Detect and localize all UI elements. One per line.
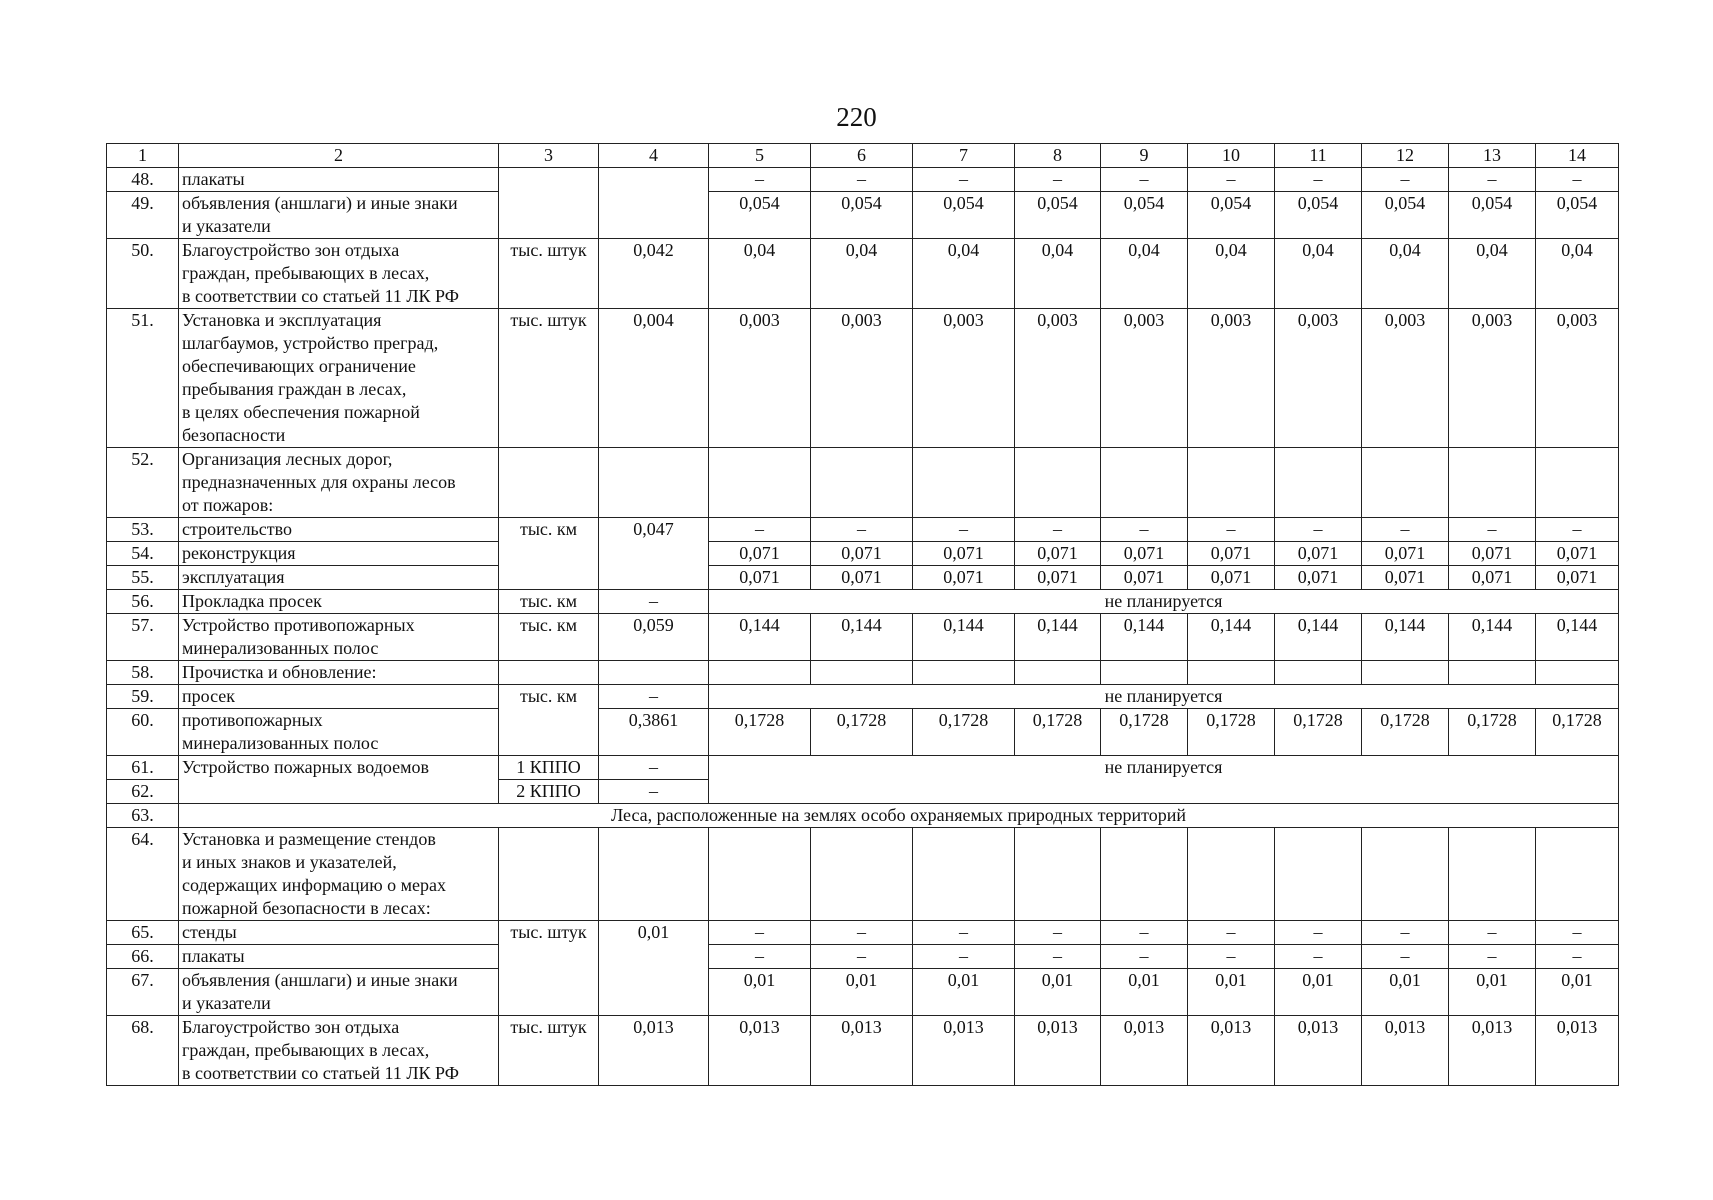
value-cell: 0,054 [913, 192, 1015, 239]
row-number: 49. [107, 192, 179, 239]
value-cell: 0,013 [1536, 1016, 1619, 1086]
unit-cell: тыс. штук [499, 921, 599, 1016]
unit-cell [499, 168, 599, 239]
value-cell: 0,003 [1536, 309, 1619, 448]
value-cell: 0,1728 [1536, 709, 1619, 756]
unit-cell [499, 828, 599, 921]
value-cell: – [1275, 921, 1362, 945]
not-planned-cell: не планируется [709, 685, 1619, 709]
row-name [179, 614, 499, 661]
table-row [107, 969, 1619, 1016]
unit-cell: тыс. км [499, 685, 599, 756]
value-cell: 0,1728 [1188, 709, 1275, 756]
row-name-line: в целях обеспечения пожарной [182, 402, 420, 422]
header-cell: 6 [811, 144, 913, 168]
value-cell: 0,013 [811, 1016, 913, 1086]
section-title: Леса, расположенные на землях особо охраняемых природных территорий [179, 804, 1619, 828]
row-number: 53. [107, 518, 179, 542]
value-cell: 0,04 [811, 239, 913, 309]
value-cell: 0,071 [1536, 566, 1619, 590]
col4-cell: – [599, 685, 709, 709]
value-cell: – [1101, 921, 1188, 945]
col4-cell [599, 661, 709, 685]
row-name-line: безопасности [182, 425, 286, 445]
header-cell: 3 [499, 144, 599, 168]
col4-cell: – [599, 780, 709, 804]
value-cell: 0,013 [1362, 1016, 1449, 1086]
row-name-line: от пожаров: [182, 495, 274, 515]
value-cell: 0,01 [1449, 969, 1536, 1016]
value-cell: 0,071 [1275, 566, 1362, 590]
value-cell: 0,071 [1015, 542, 1101, 566]
not-planned-cell: не планируется [709, 756, 1619, 804]
value-cell: – [1188, 921, 1275, 945]
value-cell [1449, 661, 1536, 685]
value-cell: 0,003 [913, 309, 1015, 448]
row-name: плакаты [179, 945, 499, 969]
value-cell [709, 828, 811, 921]
value-cell: 0,144 [811, 614, 913, 661]
header-cell: 11 [1275, 144, 1362, 168]
row-name: Прокладка просек [179, 590, 499, 614]
value-cell: – [1449, 168, 1536, 192]
value-cell: 0,01 [1275, 969, 1362, 1016]
row-name-line: предназначенных для охраны лесов [182, 472, 456, 492]
row-name-line: Благоустройство зон отдыха [182, 1017, 400, 1037]
value-cell: 0,054 [1188, 192, 1275, 239]
unit-cell: тыс. км [499, 614, 599, 661]
col4-cell: 0,042 [599, 239, 709, 309]
value-cell: – [1101, 168, 1188, 192]
value-cell: 0,01 [1362, 969, 1449, 1016]
value-cell: 0,01 [1536, 969, 1619, 1016]
value-cell [1362, 828, 1449, 921]
header-cell: 14 [1536, 144, 1619, 168]
table-row [107, 661, 1619, 685]
value-cell: 0,01 [1188, 969, 1275, 1016]
value-cell: 0,144 [1362, 614, 1449, 661]
row-number: 48. [107, 168, 179, 192]
value-cell: 0,04 [1275, 239, 1362, 309]
value-cell: – [811, 168, 913, 192]
table-row [107, 168, 1619, 192]
header-cell: 10 [1188, 144, 1275, 168]
row-name [179, 969, 499, 1016]
header-cell: 9 [1101, 144, 1188, 168]
value-cell: 0,013 [913, 1016, 1015, 1086]
value-cell [1188, 661, 1275, 685]
header-cell: 8 [1015, 144, 1101, 168]
value-cell: – [1101, 945, 1188, 969]
value-cell: 0,1728 [811, 709, 913, 756]
row-name-line: шлагбаумов, устройство преград, [182, 333, 439, 353]
row-name: Прочистка и обновление: [179, 661, 499, 685]
row-name: реконструкция [179, 542, 499, 566]
table-row [107, 542, 1619, 566]
header-cell: 12 [1362, 144, 1449, 168]
value-cell: 0,1728 [1101, 709, 1188, 756]
row-number: 60. [107, 709, 179, 756]
value-cell: – [1015, 945, 1101, 969]
value-cell [1536, 448, 1619, 518]
value-cell: 0,144 [1449, 614, 1536, 661]
col4-cell: 0,013 [599, 1016, 709, 1086]
row-name-line: объявления (аншлаги) и иные знаки [182, 970, 458, 990]
table-row [107, 448, 1619, 518]
value-cell: 0,144 [1275, 614, 1362, 661]
value-cell: – [811, 518, 913, 542]
value-cell: 0,003 [811, 309, 913, 448]
row-name-line: граждан, пребывающих в лесах, [182, 263, 430, 283]
table-row [107, 709, 1619, 756]
value-cell: 0,01 [1015, 969, 1101, 1016]
row-name: стенды [179, 921, 499, 945]
value-cell: 0,071 [1536, 542, 1619, 566]
row-name-line: противопожарных [182, 710, 323, 730]
value-cell: – [1275, 945, 1362, 969]
row-number: 68. [107, 1016, 179, 1086]
row-name: строительство [179, 518, 499, 542]
header-cell: 2 [179, 144, 499, 168]
table-row [107, 614, 1619, 661]
value-cell [811, 448, 913, 518]
unit-cell: тыс. км [499, 590, 599, 614]
value-cell: 0,054 [1536, 192, 1619, 239]
row-name: просек [179, 685, 499, 709]
row-number: 67. [107, 969, 179, 1016]
table-row [107, 828, 1619, 921]
value-cell: 0,003 [1015, 309, 1101, 448]
value-cell: – [811, 921, 913, 945]
value-cell: 0,013 [1188, 1016, 1275, 1086]
value-cell: 0,003 [1362, 309, 1449, 448]
table-row [107, 804, 1619, 828]
value-cell [811, 661, 913, 685]
value-cell: 0,04 [709, 239, 811, 309]
value-cell: 0,003 [1101, 309, 1188, 448]
row-name-line: минерализованных полос [182, 638, 379, 658]
value-cell: 0,003 [1449, 309, 1536, 448]
value-cell: 0,071 [1449, 566, 1536, 590]
value-cell: 0,013 [1449, 1016, 1536, 1086]
value-cell [1188, 828, 1275, 921]
value-cell: 0,1728 [709, 709, 811, 756]
value-cell [1015, 828, 1101, 921]
value-cell [709, 661, 811, 685]
row-number: 66. [107, 945, 179, 969]
value-cell: 0,04 [1449, 239, 1536, 309]
value-cell: – [1536, 921, 1619, 945]
value-cell [1188, 448, 1275, 518]
table-row [107, 945, 1619, 969]
value-cell [1362, 448, 1449, 518]
col4-cell: – [599, 590, 709, 614]
row-name-line: объявления (аншлаги) и иные знаки [182, 193, 458, 213]
value-cell: – [1101, 518, 1188, 542]
value-cell: 0,003 [1275, 309, 1362, 448]
row-name-line: и иных знаков и указателей, [182, 852, 397, 872]
value-cell [1275, 661, 1362, 685]
value-cell: 0,071 [1362, 566, 1449, 590]
row-name [179, 239, 499, 309]
value-cell: – [1015, 518, 1101, 542]
header-cell: 13 [1449, 144, 1536, 168]
unit-cell: тыс. штук [499, 1016, 599, 1086]
row-name-line: содержащих информацию о мерах [182, 875, 447, 895]
value-cell: 0,144 [1188, 614, 1275, 661]
value-cell: – [1188, 168, 1275, 192]
col4-cell [599, 828, 709, 921]
value-cell: – [913, 921, 1015, 945]
page-number: 220 [836, 102, 877, 132]
value-cell: 0,04 [1188, 239, 1275, 309]
table-row [107, 566, 1619, 590]
value-cell: 0,003 [1188, 309, 1275, 448]
value-cell: 0,071 [1188, 566, 1275, 590]
value-cell: – [1188, 518, 1275, 542]
value-cell: 0,071 [1188, 542, 1275, 566]
value-cell [1362, 661, 1449, 685]
value-cell: 0,071 [1015, 566, 1101, 590]
value-cell: 0,054 [709, 192, 811, 239]
table-row [107, 1016, 1619, 1086]
value-cell: – [1536, 945, 1619, 969]
value-cell: – [1362, 945, 1449, 969]
value-cell: 0,071 [913, 542, 1015, 566]
value-cell [1101, 448, 1188, 518]
unit-cell: тыс. км [499, 518, 599, 590]
value-cell: 0,04 [1536, 239, 1619, 309]
unit-cell [499, 661, 599, 685]
col4-cell: 0,047 [599, 518, 709, 590]
value-cell: – [1015, 168, 1101, 192]
row-name-line: Благоустройство зон отдыха [182, 240, 400, 260]
value-cell: – [1275, 518, 1362, 542]
value-cell: 0,1728 [913, 709, 1015, 756]
value-cell [1449, 828, 1536, 921]
value-cell: 0,071 [1275, 542, 1362, 566]
value-cell [1101, 661, 1188, 685]
value-cell: – [811, 945, 913, 969]
value-cell: 0,04 [1015, 239, 1101, 309]
row-number: 51. [107, 309, 179, 448]
unit-cell [499, 448, 599, 518]
value-cell: – [1449, 945, 1536, 969]
value-cell: 0,071 [913, 566, 1015, 590]
value-cell: 0,01 [811, 969, 913, 1016]
row-name [179, 448, 499, 518]
header-cell: 5 [709, 144, 811, 168]
row-name-line: Организация лесных дорог, [182, 449, 393, 469]
value-cell [913, 661, 1015, 685]
table-row [107, 192, 1619, 239]
row-name-line: Устройство противопожарных [182, 615, 415, 635]
row-number: 58. [107, 661, 179, 685]
row-name-line: в соответствии со статьей 11 ЛК РФ [182, 1063, 459, 1083]
value-cell: 0,144 [913, 614, 1015, 661]
value-cell [1015, 661, 1101, 685]
table-row [107, 756, 1619, 780]
row-name-line: граждан, пребывающих в лесах, [182, 1040, 430, 1060]
value-cell: – [1362, 168, 1449, 192]
table-row [107, 309, 1619, 448]
value-cell: 0,054 [1362, 192, 1449, 239]
value-cell: 0,054 [1015, 192, 1101, 239]
value-cell: 0,071 [1449, 542, 1536, 566]
value-cell: 0,01 [913, 969, 1015, 1016]
value-cell: – [1275, 168, 1362, 192]
col4-cell [599, 168, 709, 239]
row-name [179, 309, 499, 448]
table-row [107, 921, 1619, 945]
value-cell [913, 448, 1015, 518]
value-cell: 0,1728 [1362, 709, 1449, 756]
row-number: 63. [107, 804, 179, 828]
value-cell: – [913, 168, 1015, 192]
value-cell: 0,054 [1449, 192, 1536, 239]
unit-cell: тыс. штук [499, 239, 599, 309]
value-cell: 0,013 [709, 1016, 811, 1086]
value-cell: 0,071 [709, 566, 811, 590]
row-name [179, 709, 499, 756]
row-number: 56. [107, 590, 179, 614]
unit-cell: тыс. штук [499, 309, 599, 448]
value-cell: 0,071 [709, 542, 811, 566]
row-number: 55. [107, 566, 179, 590]
value-cell: – [1362, 518, 1449, 542]
row-name-line: минерализованных полос [182, 733, 379, 753]
value-cell: – [1449, 518, 1536, 542]
row-number: 61. [107, 756, 179, 780]
col4-cell: 0,01 [599, 921, 709, 1016]
value-cell [913, 828, 1015, 921]
value-cell: 0,071 [1101, 566, 1188, 590]
row-name: эксплуатация [179, 566, 499, 590]
header-cell: 4 [599, 144, 709, 168]
col4-cell: 0,004 [599, 309, 709, 448]
value-cell: 0,144 [1536, 614, 1619, 661]
value-cell: – [709, 921, 811, 945]
row-name [179, 192, 499, 239]
col4-cell: 0,059 [599, 614, 709, 661]
value-cell [1536, 661, 1619, 685]
row-number: 62. [107, 780, 179, 804]
value-cell: – [1188, 945, 1275, 969]
value-cell: 0,013 [1015, 1016, 1101, 1086]
row-name [179, 828, 499, 921]
value-cell [1536, 828, 1619, 921]
data-table [106, 143, 1619, 1086]
row-name-line: Установка и эксплуатация [182, 310, 382, 330]
row-name [179, 1016, 499, 1086]
row-name-line: пожарной безопасности в лесах: [182, 898, 431, 918]
row-number: 50. [107, 239, 179, 309]
unit-cell: 2 КППО [499, 780, 599, 804]
row-number: 59. [107, 685, 179, 709]
value-cell: 0,071 [1101, 542, 1188, 566]
row-number: 65. [107, 921, 179, 945]
table-row [107, 518, 1619, 542]
value-cell: – [913, 518, 1015, 542]
value-cell: 0,013 [1101, 1016, 1188, 1086]
value-cell [1275, 448, 1362, 518]
value-cell: 0,144 [1101, 614, 1188, 661]
value-cell: 0,1728 [1275, 709, 1362, 756]
col4-cell: 0,3861 [599, 709, 709, 756]
value-cell [709, 448, 811, 518]
value-cell: 0,003 [709, 309, 811, 448]
col4-cell: – [599, 756, 709, 780]
value-cell: – [913, 945, 1015, 969]
value-cell: 0,04 [1362, 239, 1449, 309]
row-name: плакаты [179, 168, 499, 192]
row-number: 64. [107, 828, 179, 921]
row-name-line: в соответствии со статьей 11 ЛК РФ [182, 286, 459, 306]
value-cell: 0,01 [1101, 969, 1188, 1016]
table-row [107, 239, 1619, 309]
table-row [107, 590, 1619, 614]
value-cell [811, 828, 913, 921]
value-cell: 0,054 [811, 192, 913, 239]
row-name-line: Установка и размещение стендов [182, 829, 436, 849]
table-row [107, 685, 1619, 709]
value-cell: 0,1728 [1015, 709, 1101, 756]
value-cell: – [709, 168, 811, 192]
value-cell: 0,01 [709, 969, 811, 1016]
value-cell: – [709, 945, 811, 969]
value-cell: 0,04 [1101, 239, 1188, 309]
value-cell [1101, 828, 1188, 921]
not-planned-cell: не планируется [709, 590, 1619, 614]
value-cell: 0,071 [811, 542, 913, 566]
value-cell: 0,1728 [1449, 709, 1536, 756]
row-name: Устройство пожарных водоемов [179, 756, 499, 804]
value-cell [1015, 448, 1101, 518]
value-cell: – [709, 518, 811, 542]
header-cell: 7 [913, 144, 1015, 168]
value-cell: 0,144 [709, 614, 811, 661]
value-cell: 0,04 [913, 239, 1015, 309]
value-cell: 0,013 [1275, 1016, 1362, 1086]
header-cell: 1 [107, 144, 179, 168]
row-number: 57. [107, 614, 179, 661]
value-cell [1449, 448, 1536, 518]
value-cell: – [1536, 518, 1619, 542]
value-cell: – [1015, 921, 1101, 945]
col4-cell [599, 448, 709, 518]
value-cell: – [1536, 168, 1619, 192]
value-cell: 0,071 [811, 566, 913, 590]
row-number: 54. [107, 542, 179, 566]
value-cell: 0,071 [1362, 542, 1449, 566]
value-cell: – [1449, 921, 1536, 945]
row-number: 52. [107, 448, 179, 518]
value-cell: 0,054 [1101, 192, 1188, 239]
row-name-line: обеспечивающих ограничение [182, 356, 416, 376]
value-cell [1275, 828, 1362, 921]
row-name-line: и указатели [182, 216, 271, 236]
value-cell: 0,144 [1015, 614, 1101, 661]
value-cell: 0,054 [1275, 192, 1362, 239]
unit-cell: 1 КППО [499, 756, 599, 780]
header-row [107, 144, 1619, 168]
row-name-line: и указатели [182, 993, 271, 1013]
value-cell: – [1362, 921, 1449, 945]
row-name-line: пребывания граждан в лесах, [182, 379, 407, 399]
